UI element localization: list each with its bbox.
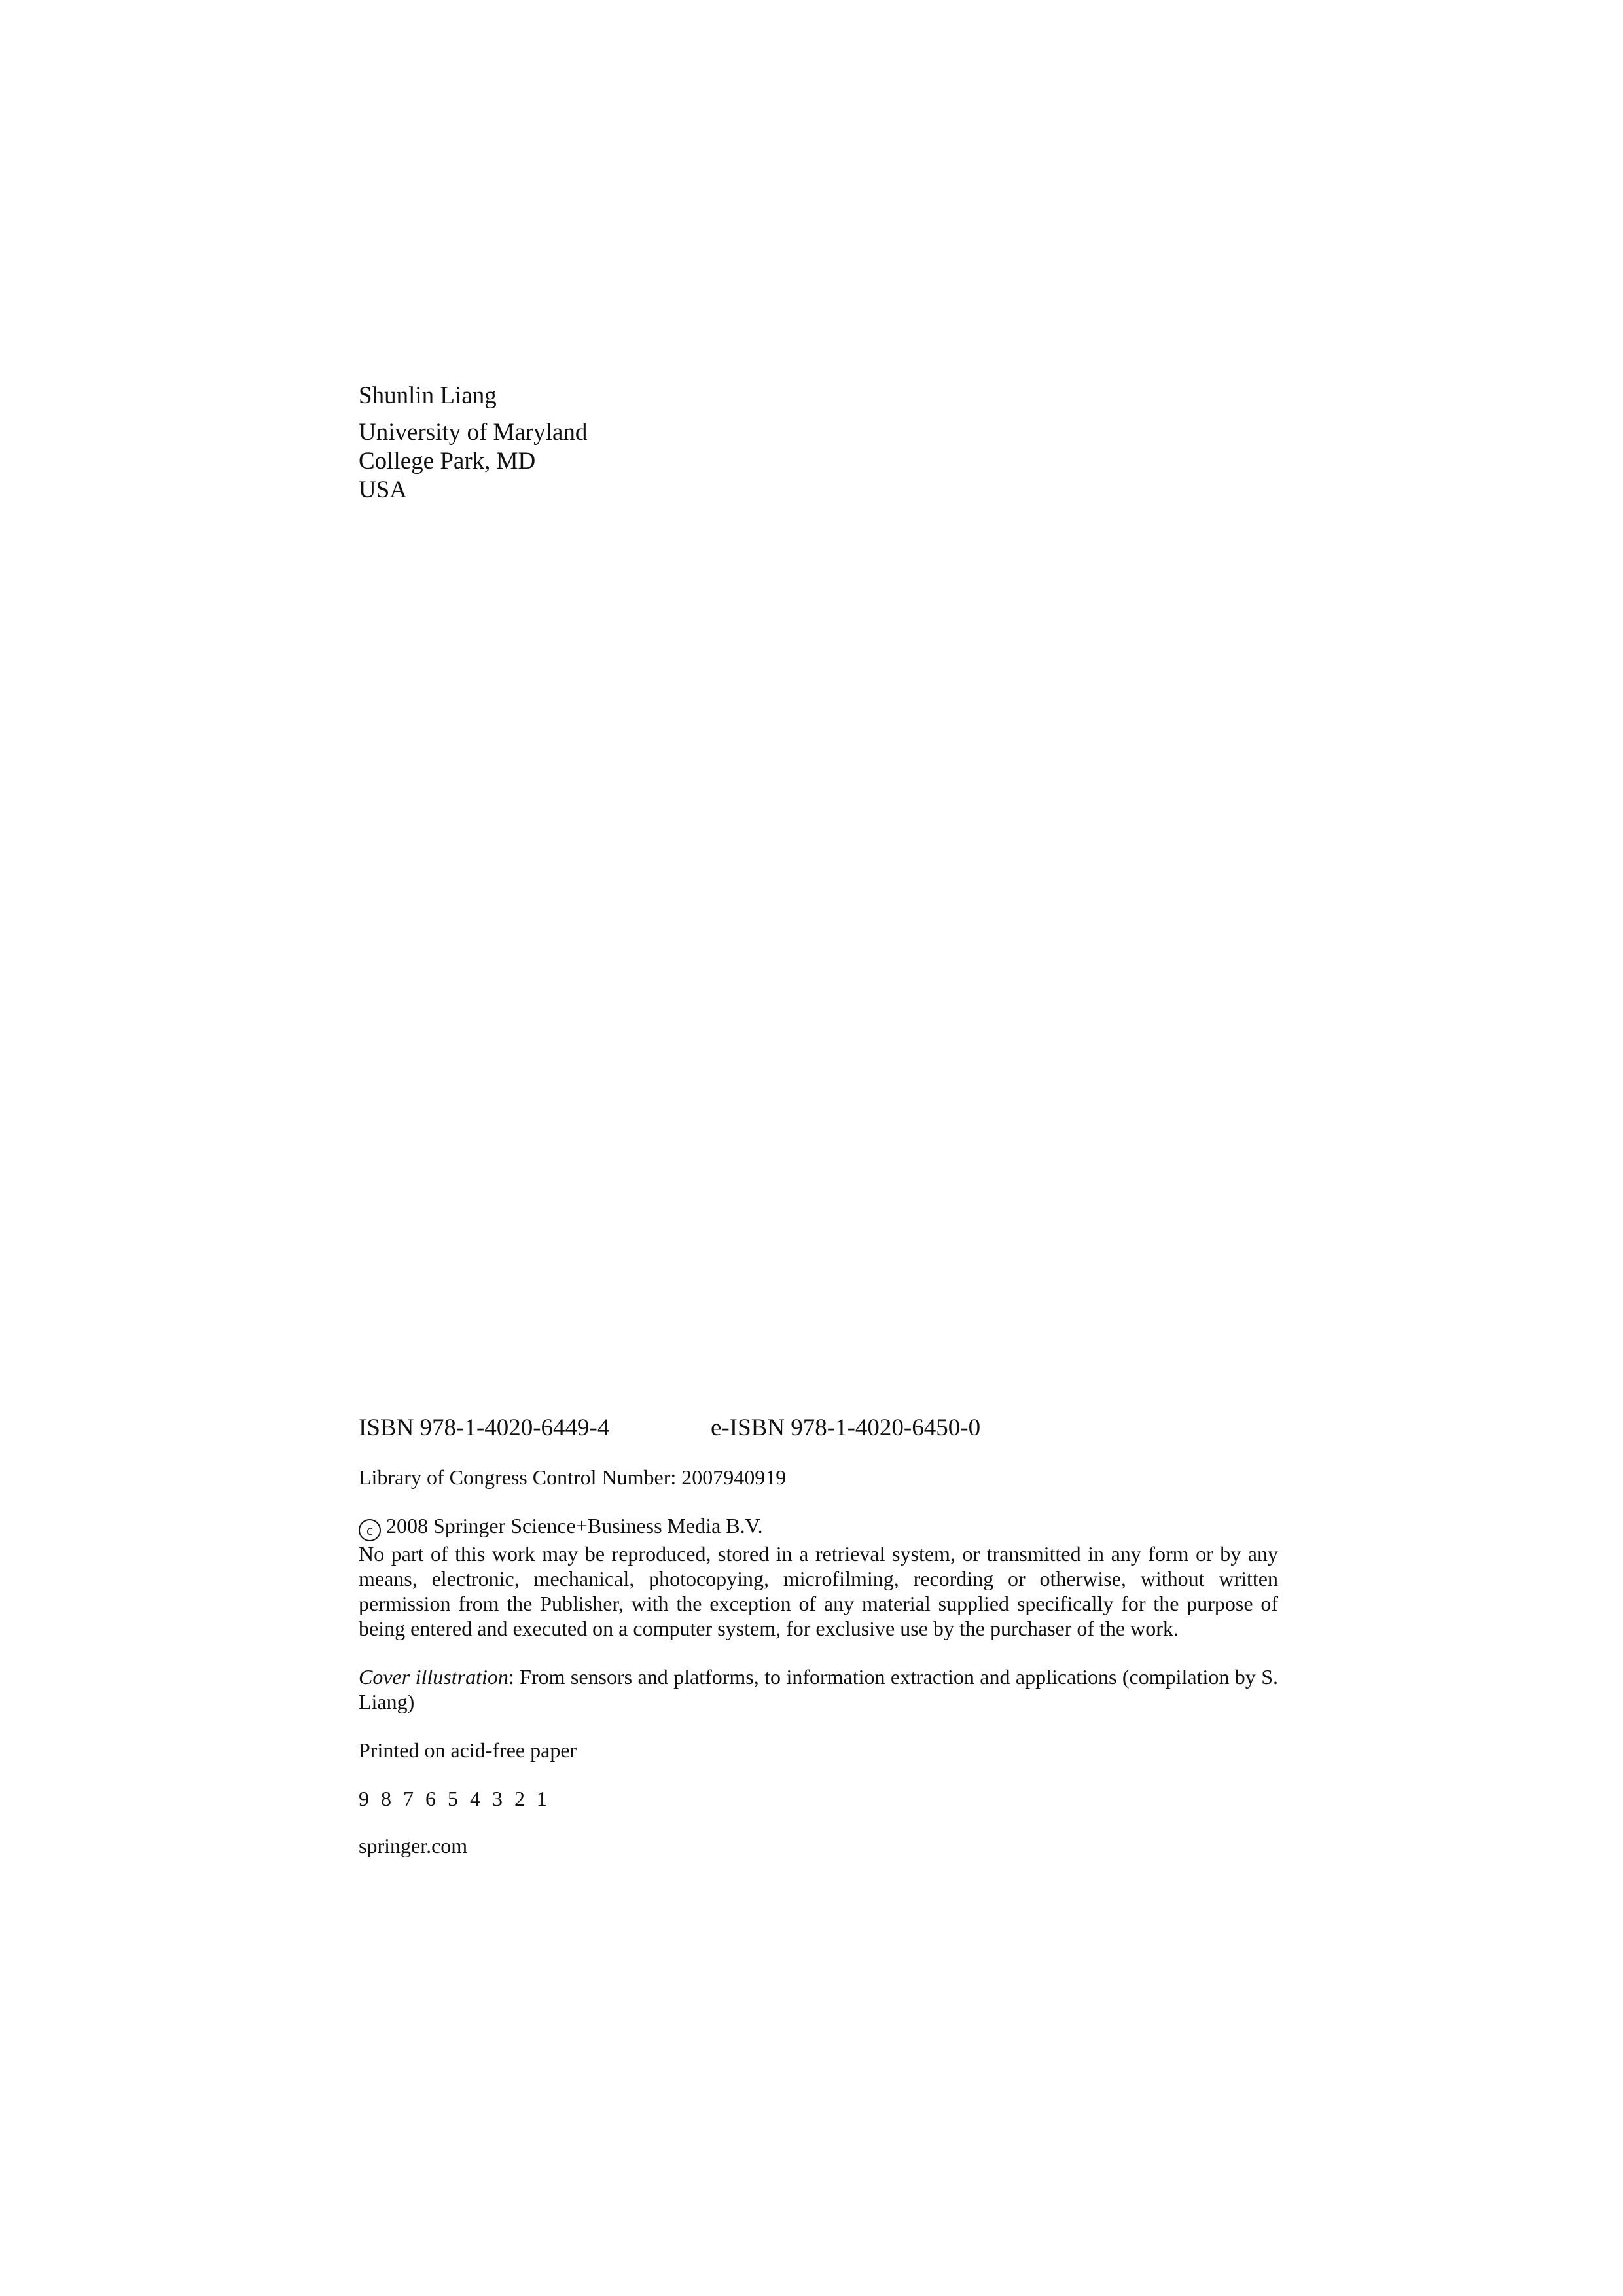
isbn: ISBN 978-1-4020-6449-4 (359, 1414, 610, 1441)
author-name: Shunlin Liang (359, 382, 497, 409)
publisher-website: springer.com (359, 1834, 468, 1857)
rights-statement: No part of this work may be reproduced, stored in a retrieval system, or transmitted in any form or by any means, electronic, mechanical, photocopying, microfilming, recording or otherwise, without written permission from the Publisher, with the exception of any material supplied specifically for the purpose of being entered and executed on a computer system, for exclusive use by the purchaser of the work. (359, 1542, 1278, 1640)
copyright-icon: c (359, 1519, 381, 1541)
print-line: 9 8 7 6 5 4 3 2 1 (359, 1787, 547, 1810)
lccn: Library of Congress Control Number: 2007940919 (359, 1465, 787, 1489)
cover-illustration-credit (359, 1664, 1278, 1714)
author-block (359, 382, 1275, 505)
copyright-notice (359, 1513, 1278, 1641)
affiliation-institution: University of Maryland (359, 419, 588, 446)
paper-note: Printed on acid-free paper (359, 1738, 577, 1762)
imprint-block (359, 1414, 1278, 1858)
copyright-text: 2008 Springer Science+Business Media B.V. (386, 1514, 763, 1537)
e-isbn: e-ISBN 978-1-4020-6450-0 (711, 1414, 981, 1441)
isbn-row (359, 1414, 1278, 1443)
affiliation-country: USA (359, 476, 408, 503)
copyright-line (359, 1513, 1278, 1541)
cover-illustration-label: Cover illustration (359, 1665, 508, 1689)
cover-illustration-text: : From sensors and platforms, to information extraction and applications (compilation by S. Liang) (359, 1665, 1279, 1713)
affiliation-city: College Park, MD (359, 448, 536, 475)
